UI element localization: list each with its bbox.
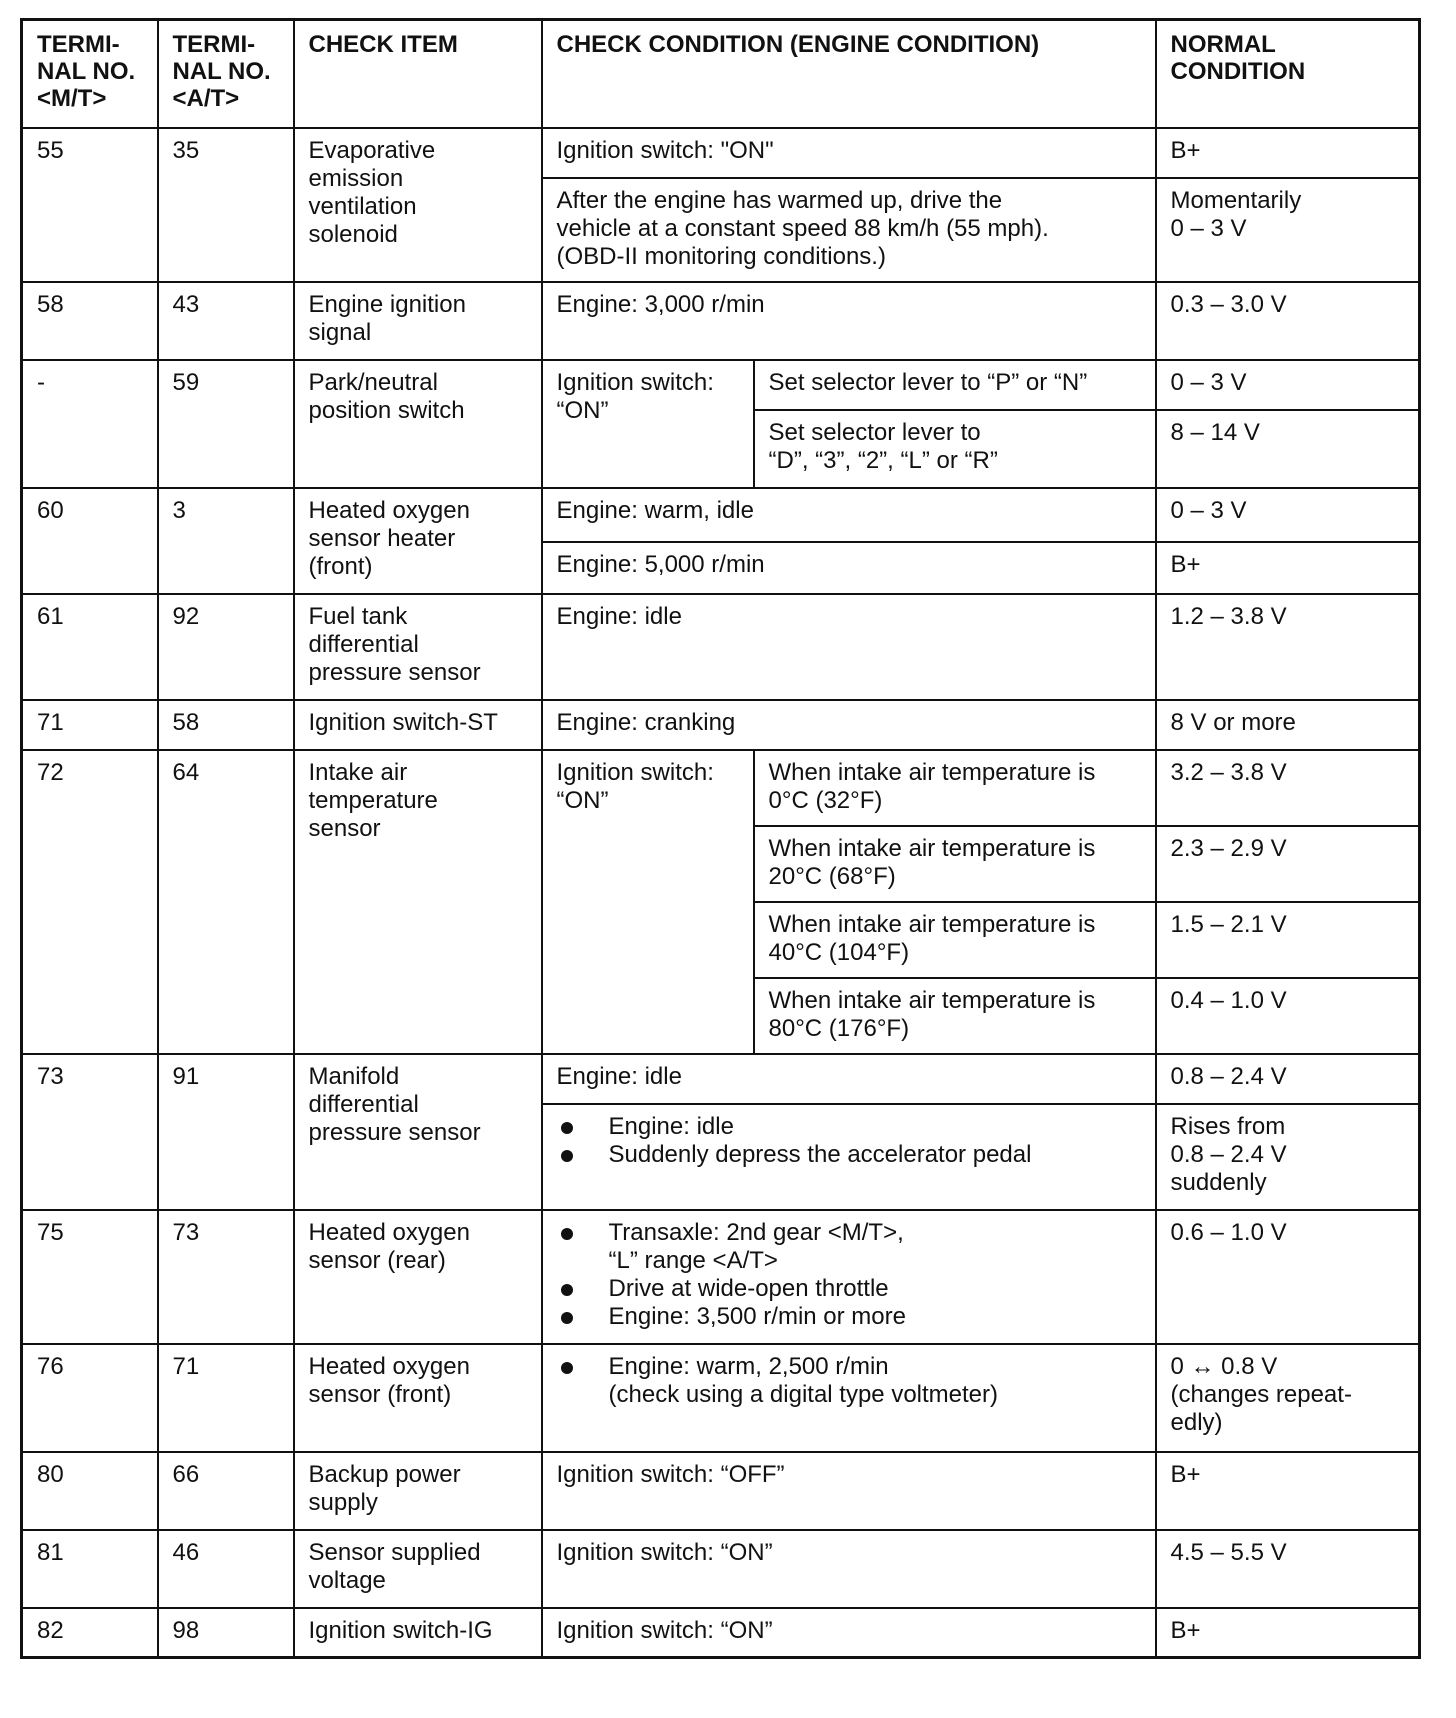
check-item: Sensor supplied voltage (294, 1530, 542, 1608)
terminal-mt: 82 (22, 1608, 158, 1658)
terminal-mt: 76 (22, 1344, 158, 1452)
page (20, 18, 1421, 1659)
header-normal-condition: NORMAL CONDITION (1156, 20, 1420, 128)
terminal-mt: 58 (22, 282, 158, 360)
check-condition: Ignition switch: “ON” (542, 750, 754, 1054)
sub-condition: When intake air temperature is 0°C (32°F) (754, 750, 1156, 826)
check-condition: Engine: 3,000 r/min (542, 282, 1156, 360)
list-item (557, 1141, 1141, 1169)
normal-condition: Momentarily 0 – 3 V (1156, 178, 1420, 282)
list-item-text: Engine: warm, 2,500 r/min (check using a digital type voltmeter) (608, 1352, 999, 1408)
normal-condition: 4.5 – 5.5 V (1156, 1530, 1420, 1608)
table-row (22, 1054, 1420, 1104)
condition-list (557, 1219, 1141, 1331)
check-condition: Ignition switch: "ON" (542, 128, 1156, 178)
normal-condition: 0 ↔ 0.8 V (changes repeat- edly) (1156, 1344, 1420, 1452)
terminal-at: 92 (158, 594, 294, 700)
check-condition: Engine: 5,000 r/min (542, 542, 1156, 594)
table-row (22, 1530, 1420, 1608)
check-condition: Engine: idle (542, 594, 1156, 700)
bullet-icon (561, 1312, 573, 1324)
check-item: Heated oxygen sensor (front) (294, 1344, 542, 1452)
normal-condition: B+ (1156, 1608, 1420, 1658)
check-item: Ignition switch-IG (294, 1608, 542, 1658)
list-item (557, 1219, 1141, 1275)
terminal-at: 73 (158, 1210, 294, 1344)
normal-condition: 0.4 – 1.0 V (1156, 978, 1420, 1054)
header-check-item: CHECK ITEM (294, 20, 542, 128)
check-condition: Ignition switch: “ON” (542, 1608, 1156, 1658)
check-condition (542, 1104, 1156, 1210)
normal-condition: 0 – 3 V (1156, 488, 1420, 542)
table-row (22, 1608, 1420, 1658)
terminal-at: 66 (158, 1452, 294, 1530)
terminal-mt: 80 (22, 1452, 158, 1530)
terminal-check-table (20, 18, 1421, 1659)
terminal-at: 3 (158, 488, 294, 594)
header-terminal-mt: TERMI- NAL NO. <M/T> (22, 20, 158, 128)
check-item: Backup power supply (294, 1452, 542, 1530)
list-item-text: Drive at wide-open throttle (608, 1274, 889, 1302)
check-item: Park/neutral position switch (294, 360, 542, 488)
normal-condition: B+ (1156, 128, 1420, 178)
terminal-at: 59 (158, 360, 294, 488)
bullet-icon (561, 1122, 573, 1134)
normal-condition: 0.8 – 2.4 V (1156, 1054, 1420, 1104)
check-condition (542, 1344, 1156, 1452)
terminal-at: 64 (158, 750, 294, 1054)
header-row (22, 20, 1420, 128)
header-check-condition: CHECK CONDITION (ENGINE CONDITION) (542, 20, 1156, 128)
terminal-at: 91 (158, 1054, 294, 1210)
normal-condition: 3.2 – 3.8 V (1156, 750, 1420, 826)
list-item-text: Engine: idle (608, 1112, 734, 1140)
sub-condition: Set selector lever to “D”, “3”, “2”, “L” or “R” (754, 410, 1156, 488)
table-row (22, 282, 1420, 360)
terminal-mt: 60 (22, 488, 158, 594)
list-item-text: Transaxle: 2nd gear <M/T>, “L” range <A/T> (608, 1218, 904, 1274)
list-item-text: Suddenly depress the accelerator pedal (608, 1140, 1032, 1168)
normal-condition: Rises from 0.8 – 2.4 V suddenly (1156, 1104, 1420, 1210)
terminal-at: 98 (158, 1608, 294, 1658)
bullet-icon (561, 1228, 573, 1240)
normal-condition: 1.2 – 3.8 V (1156, 594, 1420, 700)
terminal-at: 58 (158, 700, 294, 750)
list-item (557, 1303, 1141, 1331)
terminal-at: 43 (158, 282, 294, 360)
table-row (22, 1344, 1420, 1452)
sub-condition: When intake air temperature is 40°C (104°F) (754, 902, 1156, 978)
table-row (22, 1210, 1420, 1344)
header-terminal-at: TERMI- NAL NO. <A/T> (158, 20, 294, 128)
terminal-mt: 61 (22, 594, 158, 700)
check-item: Heated oxygen sensor (rear) (294, 1210, 542, 1344)
list-item (557, 1113, 1141, 1141)
normal-condition: 2.3 – 2.9 V (1156, 826, 1420, 902)
list-item (557, 1275, 1141, 1303)
table-row (22, 360, 1420, 410)
terminal-mt: 71 (22, 700, 158, 750)
terminal-mt: 72 (22, 750, 158, 1054)
terminal-mt: - (22, 360, 158, 488)
bullet-icon (561, 1150, 573, 1162)
sub-condition: Set selector lever to “P” or “N” (754, 360, 1156, 410)
normal-condition: 0 – 3 V (1156, 360, 1420, 410)
table-row (22, 594, 1420, 700)
check-condition: Engine: cranking (542, 700, 1156, 750)
table-row (22, 750, 1420, 826)
table-row (22, 488, 1420, 542)
list-item (557, 1353, 1141, 1409)
check-item: Heated oxygen sensor heater (front) (294, 488, 542, 594)
normal-condition: B+ (1156, 542, 1420, 594)
sub-condition: When intake air temperature is 80°C (176°F) (754, 978, 1156, 1054)
normal-condition: 8 – 14 V (1156, 410, 1420, 488)
check-condition: Engine: warm, idle (542, 488, 1156, 542)
normal-condition: B+ (1156, 1452, 1420, 1530)
table-row (22, 128, 1420, 178)
check-item: Engine ignition signal (294, 282, 542, 360)
check-item: Evaporative emission ventilation solenoid (294, 128, 542, 282)
check-condition: Engine: idle (542, 1054, 1156, 1104)
bullet-icon (561, 1284, 573, 1296)
check-item: Ignition switch-ST (294, 700, 542, 750)
check-condition: After the engine has warmed up, drive the vehicle at a constant speed 88 km/h (55 mph). (OBD-II monitoring conditions.) (542, 178, 1156, 282)
list-item-text: Engine: 3,500 r/min or more (608, 1302, 906, 1330)
normal-condition: 8 V or more (1156, 700, 1420, 750)
check-item: Manifold differential pressure sensor (294, 1054, 542, 1210)
terminal-mt: 55 (22, 128, 158, 282)
terminal-at: 71 (158, 1344, 294, 1452)
check-condition: Ignition switch: “ON” (542, 360, 754, 488)
check-condition (542, 1210, 1156, 1344)
terminal-mt: 73 (22, 1054, 158, 1210)
terminal-mt: 81 (22, 1530, 158, 1608)
check-condition: Ignition switch: “OFF” (542, 1452, 1156, 1530)
sub-condition: When intake air temperature is 20°C (68°F) (754, 826, 1156, 902)
normal-condition: 0.3 – 3.0 V (1156, 282, 1420, 360)
check-condition: Ignition switch: “ON” (542, 1530, 1156, 1608)
normal-condition: 1.5 – 2.1 V (1156, 902, 1420, 978)
terminal-at: 35 (158, 128, 294, 282)
condition-list (557, 1113, 1141, 1169)
table-row (22, 1452, 1420, 1530)
normal-condition: 0.6 – 1.0 V (1156, 1210, 1420, 1344)
table-row (22, 700, 1420, 750)
check-item: Intake air temperature sensor (294, 750, 542, 1054)
condition-list (557, 1353, 1141, 1409)
bullet-icon (561, 1362, 573, 1374)
terminal-mt: 75 (22, 1210, 158, 1344)
terminal-at: 46 (158, 1530, 294, 1608)
check-item: Fuel tank differential pressure sensor (294, 594, 542, 700)
